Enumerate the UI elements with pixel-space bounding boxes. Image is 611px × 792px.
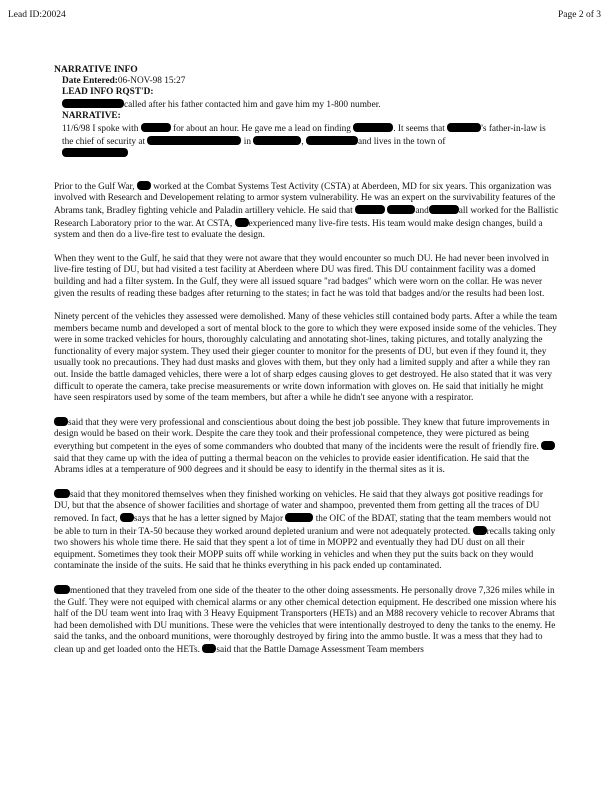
redaction: [120, 513, 134, 522]
paragraph-professional: said that they were very professional and conscientious about doing the best job possible. They knew that future improvements in design would be based on their work. Despite the care they took and their professional competence, they were pictured as being everything but competent in the eyes of some commanders who doubted that many of the incidents were the result of friendly fire. said that they came up with the idea of putting a thermal beacon on the vehicles to provide easier identification. He said that the Abrams idles at a temperature of 900 degrees and it should be easy to identify in the thermal sites as it is.: [54, 417, 559, 477]
redaction: [285, 513, 313, 522]
redaction: [353, 123, 393, 132]
document-body: [54, 64, 559, 657]
narrative-label: NARRATIVE:: [62, 111, 121, 122]
redaction: [235, 218, 249, 227]
redaction: [473, 526, 487, 535]
paragraph-monitoring: said that they monitored themselves when they finished working on vehicles. He said that they always got positive readings for DU, but that the absence of shower facilities and shortage of water and shampoo, prevented them from getting all the traces of DU removed. In fact, says that he has a letter signed by Major the OIC of the BDAT, stating that the team members would not be able to turn in their TA-50 because they worked around depleted uranium and were not adequately protected. recalls taking only two showers his whole time there. He said that they spent a lot of time in MOPP2 and eventually they had DU dust on all their equipment. Sometimes they took their MOPP suits off while working in vehicles and when they put the suits back on they would contaminate the inside of the suits. He said that he thinks everything in his pack ended up contaminated.: [54, 489, 556, 572]
lead-id: Lead ID:20024: [8, 10, 66, 20]
paragraph-csta: Prior to the Gulf War, worked at the Combat Systems Test Activity (CSTA) at Aberdeen, MD for six years. This organization was involved with Research and Developement relating to armor system vulnerability. He was an expert on the survivability features of the Abrams tank, Bradley fighting vehicle and Paladin artillery vehicle. He said that and all worked for the Ballistic Research Laboratory prior to the war. At CSTA, experienced many live-fire tests. His team would make design changes, build a system and then do a live-fire test to evaluate the design.: [54, 181, 559, 241]
lead-info-rqst-text: called after his father contacted him and gave him my 1-800 number.: [54, 99, 559, 112]
redaction: [355, 205, 385, 214]
section-title: NARRATIVE INFO: [54, 64, 138, 75]
redaction: [141, 123, 171, 132]
date-entered-value: 06-NOV-98 15:27: [117, 75, 186, 86]
intro-paragraph: 11/6/98 I spoke with for about an hour. He gave me a lead on finding . It seems that 's father-in-law is the chief of security at in , and lives in the town of: [54, 123, 559, 161]
redaction: [306, 136, 358, 145]
redaction: [137, 181, 151, 190]
redaction: [54, 585, 70, 594]
redaction: [54, 417, 68, 426]
paragraph-gulf-du: When they went to the Gulf, he said that they were not aware that they would encounter so much DU. He had never been involved in live-fire testing of DU, but had visited a test facility at Aberdeen where DU was fired. This DU containment facility was a domed building and had a filter system. In the Gulf, they were all issued square "rad badges" which were worn on the collar. He was never given the results of reading these badges after returning to the states; in fact he was told that badges and/or the results had been lost.: [54, 253, 549, 299]
redaction: [202, 644, 216, 653]
redaction: [62, 148, 128, 157]
redaction: [429, 205, 459, 214]
redaction: [54, 489, 70, 498]
redaction: [253, 136, 301, 145]
paragraph-vehicles: Ninety percent of the vehicles they assessed were demolished. Many of these vehicles still contained body parts. After a while the team members became numb and developed a sort of mental block to the gore to which they were exposed inside some of the vehicles. They were in some tracked vehicles for hours, thoroughly calculating and annotating shot-lines, taking pictures, and totally analyzing the functionality of every major system. They used their gieger counter to monitor for the presents of DU, but even if they found it, they usually took no precautions. They had dust masks and gloves with them, but they only had a limited supply and after a while they ran out. Inside the battle damaged vehicles, there were a lot of sharp edges causing gloves to get destroyed. He also stated that it was very difficult to operate the camera, take precise measurements or write down information with gloves on. He said that initially he might have seen respirators used by some of the team members, but after a while he didn't see anyone with a respirator.: [54, 312, 558, 404]
redaction: [147, 136, 241, 145]
paragraph-travel: mentioned that they traveled from one side of the theater to the other doing assessments. He personally drove 7,326 miles while in the Gulf. They were not equiped with chemical alarms or any other chemical detection equipment. He described one mission where his half of the DU team went into Iraq with 3 Heavy Equipment Transporters (HETs) and an M88 recovery vehicle to recover Abrams that had been demolished with DU munitions. These were the vehicles that were intentionally destroyed to deny the tanks to the enemy. He said the tanks, and the onboard munitions, were thoroughly destroyed by firing into the ammo bustle. It was a mess that they had to clean up and get loaded onto the HETs. said that the Battle Damage Assessment Team members: [54, 585, 557, 655]
date-entered-row: [54, 76, 559, 88]
date-entered-label: Date Entered:: [62, 75, 118, 86]
redaction: [541, 441, 555, 450]
page-number: Page 2 of 3: [557, 10, 601, 20]
redaction: [447, 123, 481, 132]
lead-info-rqst-label: LEAD INFO RQST'D:: [62, 87, 154, 98]
redaction: [387, 205, 415, 214]
redaction: [62, 99, 124, 108]
